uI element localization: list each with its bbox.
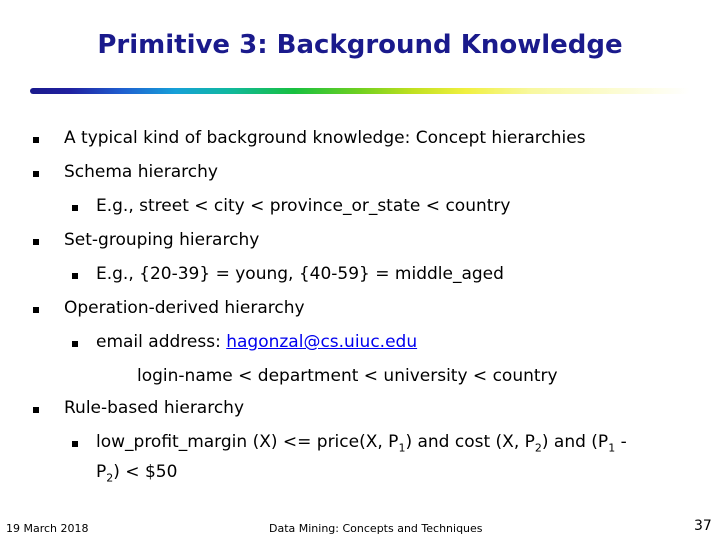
sub-bullet-set-grouping-example: E.g., {20-39} = young, {40-59} = middle_aged <box>96 264 504 284</box>
footer-date: 19 March 2018 <box>6 522 89 535</box>
bullet-rule-based-hierarchy: Rule-based hierarchy <box>64 398 245 418</box>
sub-bullet-marker <box>72 205 78 211</box>
bullet-marker <box>33 407 39 413</box>
slide-title: Primitive 3: Background Knowledge <box>97 30 623 60</box>
sub-bullet-rule-line2 <box>96 462 178 485</box>
bullet-marker <box>33 307 39 313</box>
title-underline <box>30 88 690 94</box>
sub-bullet-rule-line1 <box>96 432 627 455</box>
sub-bullet-marker <box>72 441 78 447</box>
footer-course: Data Mining: Concepts and Techniques <box>269 522 483 535</box>
sub-bullet-login-hierarchy: login-name < department < university < country <box>137 366 558 386</box>
rule-subscript: 2 <box>106 471 114 485</box>
rule-text: - <box>615 432 627 452</box>
sub-bullet-marker <box>72 341 78 347</box>
rule-text: P <box>96 462 107 482</box>
bullet-marker <box>33 239 39 245</box>
page-number: 37 <box>694 518 712 534</box>
rule-subscript: 1 <box>608 441 616 455</box>
bullet-operation-derived-hierarchy: Operation-derived hierarchy <box>64 298 305 318</box>
email-link[interactable]: hagonzal@cs.uiuc.edu <box>226 332 418 352</box>
bullet-set-grouping-hierarchy: Set-grouping hierarchy <box>64 230 260 250</box>
bullet-background-knowledge: A typical kind of background knowledge: Concept hierarchies <box>64 128 586 148</box>
rule-text: ) and cost (X, P <box>405 432 535 452</box>
rule-subscript: 1 <box>398 441 406 455</box>
rule-text: low_profit_margin (X) <= price(X, P <box>96 432 399 452</box>
sub-bullet-schema-example: E.g., street < city < province_or_state < country <box>96 196 511 216</box>
sub-bullet-marker <box>72 273 78 279</box>
bullet-marker <box>33 137 39 143</box>
rule-subscript: 2 <box>534 441 542 455</box>
rule-text: ) < $50 <box>113 462 178 482</box>
bullet-schema-hierarchy: Schema hierarchy <box>64 162 218 182</box>
sub-bullet-email-address <box>96 332 417 352</box>
rule-text: ) and (P <box>541 432 609 452</box>
email-label: email address: <box>96 332 227 352</box>
bullet-marker <box>33 171 39 177</box>
